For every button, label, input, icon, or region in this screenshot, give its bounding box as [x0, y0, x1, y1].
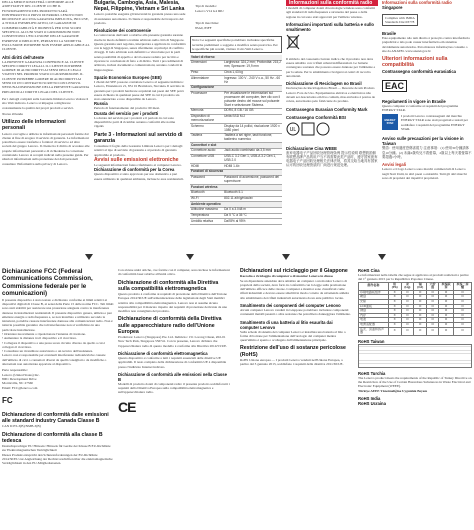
warranty-caps-text: DELLA MERCE RISULTERÀ CONFORME ALLE ASPETTATIVE DEL CLIENTE O CHE IL FUNZIONAMENTO DEL PRODOTTO SARÀ ININTERROTTO O PRIVO DI ERRORI. LENOVO NON RICONOSCE ALCUNA GARANZIA IMPLICITA, INCLUSE, A TITOLO ESEMPLIFICATIVO, LE GARANZIE DI COMMERCIABILITÀ E IDONEITÀ PER UNO SCOPO SPECIFICO. ALCUNI STATI O GIURISDIZIONI NON CONSENTONO L'ESCLUSIONE DELLE GARANZIE ESPRESSE O IMPLICITE, PERTANTO LA SUDDETTA ESCLUSIONE POTREBBE NON ESSERE APPLICABILE AL CLIENTE. [2, 0, 91, 52]
rohs-cell: X [388, 313, 401, 318]
body-text: Produttore: Lenovo (Singapore) Pte. Ltd. Indirizzo: 151 Lorong Chuan, #02-01 New Tech Park, Singapore 556741. Con la presente, Lenovo dichiara che l'apparecchiatura radio di questo modello è conforme alla Direttiva 2014/53/UE. [118, 335, 228, 348]
type-value: 83A0, 83FF [195, 25, 212, 30]
eac-mark-icon [382, 76, 472, 94]
bottom-column-2 [118, 268, 230, 530]
body-text: Sulla scheda di sistema del computer Lenovo è installata una batteria al litio a forma di bottone per l'alimentazione dell'orologio del computer mentre quest'ultimo è spento o scollegato dall'alimentazione principale. [240, 329, 347, 343]
rohs-cell: O [439, 299, 454, 304]
fold-arrow-icon [85, 254, 93, 260]
rohs-cell: O [401, 318, 414, 323]
spec-section-label: Configurazione [190, 85, 282, 91]
note-text: Nota: Le seguenti specifiche potrebbero includere specifiche tecniche preliminari o soggette a modifica senza preavviso. Per le specifiche più recenti, visitare il sito Web Lenovo. [192, 38, 279, 51]
rohs-cell: O [401, 304, 414, 309]
rohs-cell: O [401, 290, 414, 295]
rohs-cell: O [401, 313, 414, 318]
section-heading: Dichiarazione di conformità elettromagnetica [118, 350, 208, 356]
section-heading: RoHS Taiwan [358, 338, 385, 344]
body-text: I modelli di computer dotati di tecnologie wireless sono conformi agli standard di radiofrequenza e sicurezza del paese o della regione in cui sono stati approvati per l'utilizzo wireless. [286, 6, 376, 19]
top-column-5 [382, 0, 472, 258]
body-text: Lenovo non è responsabile per eventuali interferenze radiotelevisive causate dall'utilizzo di cavi o connettori diversi da quelli consigliati o da modifiche o alterazioni non autorizzate apportate al dispositivo. [2, 353, 108, 367]
spec-label: Temperatura [190, 213, 223, 219]
rohs-cell: X [388, 299, 401, 304]
top-column-1 [2, 0, 90, 258]
spec-row [190, 154, 282, 164]
rohs-cell: O [414, 313, 427, 318]
body-text: Declarações de Reciclagem no Brasil — Descarte de um Produto Lenovo Fora de Uso. Equipamentos elétricos e eletrônicos não devem ser descartados em lixo comum, mas enviados à pontos de coleta, autorizados pelo fabricante do produto. [286, 86, 376, 104]
rohs-cell: O [427, 327, 439, 335]
type-label: Tipi di macchina: [195, 21, 219, 26]
section-banner: Informazioni sulla conformità radio [286, 0, 378, 6]
section-heading-red: Ulteriori informazioni sulla compatibilità [382, 56, 448, 69]
rohs-header-cell: 六价铬 [427, 282, 439, 290]
top-column-3 [190, 0, 282, 258]
rohs-cell: 光驱 [359, 299, 389, 304]
rohs-cell: 电源适配器 [359, 322, 389, 327]
section-heading: RoHS Ucraina [358, 400, 386, 406]
rohs-taiwan-table [358, 344, 472, 368]
rohs-cell: O [454, 322, 472, 327]
body-text: Le seguenti informazioni fanno riferimento ai computer Lenovo. [94, 163, 182, 168]
rohs-header-cell: 部件名称 [359, 282, 389, 290]
svg-text:UL: UL [289, 126, 297, 133]
body-text: LA PRESENTE GARANZIA CONFERISCE AL CLIENTE SPECIFICI DIRITTI LEGALI. IL CLIENTE POTREBBE GODERE DI ALTRI DIRITTI AI SENSI DELLE LEGGI VIGENTI NEL PROPRIO STATO O GIURISDIZIONE. IL CLIENTE POTREBBE GODERE DI ALTRI DIRITTI AI SENSI DI UN CONTRATTO SCRITTO CON LENOVO. NESSUNA DISPOSIZIONE DELLA PRESENTE GARANZIA PREGIUDICA I DIRITTI LEGALI DEL CLIENTE. [2, 59, 90, 94]
body-text: Raccolta e riciclaggio di computer o di monitor Lenovo in disuso [240, 274, 334, 279]
body-text: Questo computer è conforme ai requisiti del programma ENERGY STAR. [382, 103, 460, 112]
section-heading: Informazioni importanti sulla batteria e sullo smaltimento [286, 21, 374, 32]
rohs-cell: 硬盘 [359, 295, 389, 300]
spec-section-label: Funzioni di sicurezza [190, 170, 282, 176]
body-text: Deutschsprachiger EU Hinweis: Hinweis für Geräte der Klasse B EU-Richtlinie zur Elektromagnetischen Verträglichkeit [2, 443, 112, 453]
section-heading: RoHS Turchia [358, 370, 386, 376]
spec-label: Wi-Fi [190, 196, 223, 202]
spec-value: Da 5 °C a 35 °C [223, 213, 282, 219]
rohs-cell: O [401, 327, 414, 335]
body-text: Lenovo potrebbe eseguire gli interventi in garanzia presso una sede di assistenza autorizzata. Il cliente è responsabile del trasporto del prodotto. [94, 12, 187, 25]
rohs-cell: 内存 [359, 313, 389, 318]
eac-mark: EAC [382, 80, 407, 92]
rohs-cell: O [427, 318, 439, 323]
rohs-cell: O [439, 327, 454, 335]
body-text: Le informazioni nella tabella che segue si applicano ai prodotti realizzati a partire dal 1° gennaio 2015 per la Repubblica Popolare Cinese. [358, 273, 470, 282]
body-text: Questo dispositivo è conforme a tutti i requisiti essenziali delle direttive UE applicabili. Il testo completo della dichiarazione di conformità UE è disponibile presso l'indirizzo Internet indicato. [118, 355, 228, 369]
spec-value: Da 0 a 3.048 m [223, 208, 282, 214]
body-text: La durata del servizio per i prodotti e il periodo in cui sono disponibili le parti di ricambio saranno conformi alle norme vigenti. [94, 115, 177, 129]
spec-value: Unità SSD M.2 [223, 114, 282, 124]
section-heading: Contrassegno Eurasian Conformity Mark [286, 106, 368, 112]
body-text: Este equipamento não tem direito à proteção contra interferência prejudicial e não pode causar interferência em sistemas devidamente autorizados. Para maiores informações consulte o site da ANATEL www.anatel.gov.br [382, 36, 471, 53]
section-heading: Altri diritti dell'utente [2, 54, 44, 60]
body-text: The Lenovo product meets the requirements of the Republic of Turkey Directive on the Restriction of the Use of Certain Hazardous Substances in Waste Electrical and Electronic Equipment (WEEE). [358, 375, 473, 389]
rohs-cell: O [454, 318, 472, 323]
model-line [190, 0, 282, 17]
spec-label: Bluetooth [190, 191, 223, 197]
spec-value: Ingresso: 100 V - 240 V c.a., 50 Hz - 60 Hz [224, 75, 281, 84]
certification-icons [286, 122, 378, 141]
body-text: Il presente dispositivo è stato testato e dichiarato conforme ai limiti relativi ai dispositivi digitali di Classe B, ai sensi della Parte 15 delle norme FCC. Tali limiti sono stati stabiliti per assicurare una protezione adeguata contro le interferenze dannose in installazioni residenziali. Il presente dispositivo genera, utilizza e può emettere energia a radiofrequenza e, se non installato e utilizzato secondo le istruzioni, potrebbe causare interferenze dannose alle comunicazioni radio. Non è tuttavia possibile garantire che tali interferenze non si verifichino in una particolare installazione. [2, 297, 115, 332]
section-heading: Dichiarazione FCC (Federal Communications Commission, Commissione federale per le comunicazioni) [2, 268, 93, 298]
rohs-cell: O [439, 304, 454, 309]
model-label: Tipi di modello: [195, 4, 218, 9]
spec-value: Larghezza: 324,2 mm; Profondità: 215,2 mm; Spessore: 19,9 mm [224, 60, 281, 69]
spec-label: Password [190, 175, 223, 185]
bottom-column-3 [240, 268, 352, 530]
rohs-cell: 电池 [359, 318, 389, 323]
rohs-cell: O [439, 295, 454, 300]
rohs-cell: O [454, 299, 472, 304]
rohs-cell: O [401, 299, 414, 304]
spec-label: Memoria [190, 108, 223, 114]
spec-value: Display da 14 pollici, risoluzione 1920 x 1080 pixel [223, 124, 282, 134]
section-heading: Dichiarazione Cina WEEE [286, 145, 337, 151]
section-heading: Dichiarazioni sul riciclaggio per il Giappone [240, 268, 348, 274]
spec-row [190, 76, 282, 86]
spec-value: Circa 1,43 kg [223, 70, 282, 76]
rohs-china-table [358, 282, 472, 336]
body-text: I prodotti Lenovo contrassegnati dal marchio ENERGY STAR sono stati progettati e testati per soddisfare i requisiti del programma ENERGY STAR. [401, 114, 469, 132]
note-box [190, 36, 282, 53]
section-heading: Dichiarazione di conformità alle emissioni nella Classe B [118, 371, 227, 382]
spec-value: Password di accensione, password del supervisore [223, 175, 282, 185]
spec-row [190, 133, 282, 143]
body-text: Se un dipendente aziendale deve smaltire un computer o un monitor Lenovo di proprietà della società, deve farlo in conformità con la legge sulla promozione dell'utilizzo efficace delle risorse. Computer e monitor sono classificati come rifiuti industriali e devono essere smaltiti in modo corretto da un'azienda addetta allo smaltimento dei rifiuti industriali autorizzata da un ente pubblico locale. [240, 278, 350, 300]
body-text: Questo dispositivo è stato approvato per uso domestico e può essere utilizzato in qualsiasi ambiente, incluse le aree residenziali. [94, 172, 184, 181]
rohs-cell: O [439, 318, 454, 323]
body-text: Per i dettagli completi sulla Garanzia limitata Lenovo visitare il sito Web indicato. Lenovo si impegna a migliorare costantemente la qualità dei propri prodotti e servizi. [2, 96, 90, 110]
spec-value: Dall'8% al 95% [223, 219, 282, 225]
rohs-cell: LCD面板 [359, 304, 389, 309]
ce-mark-icon [118, 399, 230, 417]
section-heading: Regolamenti in vigore in Brasile [382, 98, 446, 104]
spec-label: Connettore audio [190, 149, 223, 155]
rohs-cell: O [454, 304, 472, 309]
rohs-cell: O [439, 309, 454, 314]
rohs-cell: O [414, 299, 427, 304]
section-heading: Spazio Economico Europeo (SEE) [94, 74, 162, 80]
rohs-cell: O [401, 322, 414, 327]
top-column-2 [94, 0, 186, 258]
responsible-party-address: Parte responsabile: Lenovo (United States) Inc. 8001 Development Drive Morrisville, NC 27560 Email: FCC@lenovo.com [2, 368, 40, 390]
section-heading: RoHS India [358, 395, 381, 401]
spec-row [190, 91, 282, 108]
fold-arrow-icon [378, 254, 386, 260]
body-text: Le controversie derivanti o relative alla presente garanzia saranno risolte in modo definitivo tramite arbitrato nella città di Singapore. Questa garanzia sarà regolata, interpretata e applicata in conformità con le leggi di Singapore, senza riferimento ai principi di conflitto di leggi. Il lodo arbitrale sarà definitivo e vincolante per le parti senza possibilità di appello e dovrà essere redatto per iscritto e riportare le conclusioni di fatto e di diritto. Tutti i procedimenti di arbitrato, inclusi documenti e comunicazioni, saranno condotti in lingua inglese. [94, 33, 187, 72]
spec-label: Connettore USB [190, 154, 223, 164]
rohs-cell: X [388, 290, 401, 295]
spec-row [190, 219, 282, 225]
body-text: Il simbolo del cassonetto barrato indica che il prodotto non deve essere smaltito con i rifiuti urbani indifferenziati. Le batterie contengono sostanze che possono essere dannose per l'ambiente e per la salute. Per lo smaltimento rivolgersi ai centri di raccolta autorizzati. [286, 56, 376, 79]
body-text: CAN ICES-3(B)/NMB-3(B) [2, 424, 41, 429]
rohs-cell: O [401, 295, 414, 300]
rohs-cell: X [388, 309, 401, 314]
section-heading: Dichiarazione di Reciclagem no Brasil [286, 81, 362, 87]
spec-value: 802.11 a/b/g/n/ac/ax [223, 196, 282, 202]
imda-box [382, 14, 418, 27]
rohs-cell: O [427, 313, 439, 318]
bottom-column-1 [2, 268, 114, 530]
rohs-cell: O [439, 290, 454, 295]
section-heading: Brasile [382, 31, 396, 36]
spec-label: Processore [190, 91, 223, 108]
rohs-cell: O [454, 295, 472, 300]
body-text: Dieses Produkt entspricht den Schutzanforderungen der EU-Richtlinie 2014/30/EU zur Angleichung der Rechtsvorschriften über die elektromagnetische Verträglichkeit in den EU-Mitgliedsstaaten. [2, 452, 114, 466]
rohs-header-cell: 镉 (Cd) [414, 282, 427, 290]
section-heading: Dichiarazione di conformità per la Corea [94, 167, 175, 173]
spec-section-label: Connettori e slot [190, 143, 282, 149]
spec-row [190, 124, 282, 134]
spec-section-label: Ambiente operativo [190, 202, 282, 208]
section-heading-red: Avvisi sulle emissioni elettroniche [94, 156, 179, 163]
rohs-cell: O [414, 304, 427, 309]
section-heading: Dichiarazione di conformità alla Direttiva sulla compatibilità elettromagnetica [118, 279, 219, 292]
rohs-header-cell: 多溴二苯醚 [454, 282, 472, 290]
rohs-cell: O [427, 290, 439, 295]
spec-label: Dispositivo di memorizzazione [190, 114, 223, 124]
section-heading: Dichiarazione di conformità della Direttiva sulle apparecchiature radio dell'Unione Europea [118, 316, 222, 335]
section-heading: Russia [94, 101, 108, 107]
section-heading: Singapore [382, 5, 403, 10]
spec-value: Bluetooth 5.1 [223, 191, 282, 197]
body-text: 废弃电器电子产品回收处理管理条例 提示性说明 联想鼓励拥有联想品牌产品的用户当不再需要此类产品时，遵守国家废弃电器电子产品回收处理相关法律法规，将其交给当地具有国家认可的回收处理资质的厂商进行规范处理。 [286, 150, 378, 168]
spec-value: HDMI 1.4b [223, 164, 282, 170]
spec-label: Dimensioni [190, 60, 223, 70]
fcc-logo [2, 392, 114, 410]
rohs-cell: O [454, 309, 472, 314]
rohs-cell: O [439, 313, 454, 318]
rohs-cell: O [439, 322, 454, 327]
spec-row [190, 175, 282, 185]
rohs-cell: O [414, 309, 427, 314]
spec-value: DDR4, 8 GB / 16 GB [223, 108, 282, 114]
rohs-cell: X [388, 318, 401, 323]
spec-label: Alimentatore [190, 76, 223, 86]
spec-row [190, 60, 282, 70]
rohs-cell: O [414, 295, 427, 300]
spec-row [190, 114, 282, 124]
fold-arrow-icon [186, 254, 194, 260]
part-heading: Parte 3 - Informazioni sul servizio di garanzia [94, 131, 183, 144]
rohs-cell: X [388, 327, 401, 335]
energy-star-logo [382, 114, 472, 131]
spec-value: Per visualizzare le informazioni sul processore del computer, fare clic con il pulsante destro del mouse sul pulsante Start e selezionare Sistema. [224, 90, 281, 107]
rohs-cell: O [414, 290, 427, 295]
spec-label: HDMI [190, 164, 223, 170]
ce-mark: CE [118, 398, 136, 415]
section-heading: Contrassegno conformità eurasiatica [382, 68, 456, 74]
rohs-cell: O [427, 322, 439, 327]
section-heading: Utilizzo delle informazioni personali [2, 119, 66, 132]
rohs-cell: O [401, 309, 414, 314]
rohs-cell: O [454, 313, 472, 318]
spec-label: Peso [190, 70, 223, 76]
section-heading: RoHS Cina [358, 268, 380, 273]
rohs-cell: 底壳、顶盖和扬声器 [359, 327, 389, 335]
imda-text: Complies with IMDA Standards DA103778 [385, 15, 416, 24]
spec-label: Schermo [190, 124, 223, 134]
body-text: Lenovo e il logo Lenovo sono marchi commerciali di Lenovo negli Stati Uniti, in altri paesi o entrambi. Tutti gli altri marchi sono di proprietà dei rispettivi proprietari. [382, 167, 468, 180]
rohs-cell: O [427, 309, 439, 314]
spec-value: Tastiera a sei righe, tasti funzione, tastierino numerico [223, 133, 282, 143]
body-text: Periodo di funzionamento del prodotto: 60 mesi. [94, 106, 160, 111]
section-heading: Smaltimento dei componenti del computer Lenovo [240, 302, 341, 308]
rohs-cell: X [388, 295, 401, 300]
section-heading: Restrizione dell'uso di sostanze pericolose (RoHS) [240, 345, 346, 358]
spec-table [190, 55, 282, 225]
section-heading-red: Informazioni sulla conformità radio [382, 0, 452, 5]
body-text: 警語：使用過度恐傷害視力 注意事項：(1) 使用30分鐘請休息10分鐘。(2) 未滿2歲幼兒不看螢幕，2歲以上每天看螢幕不要超過1小時。 [382, 146, 472, 159]
body-text: Modelli di prodotto dotati di componenti radio: il presente prodotto soddisfa tutti i requisiti della Direttiva Europea sulla compatibilità elettromagnetica e sull'apparecchiatura radio. [118, 381, 231, 395]
spec-label: Umidità relativa [190, 219, 223, 225]
rohs-cell: O [454, 327, 472, 335]
rohs-cell: O [414, 322, 427, 327]
rohs-cell: O [427, 299, 439, 304]
body-text: Questo prodotto è conforme ai requisiti di protezione della Direttiva dell'Unione Europea 2014/30/UE sull'armonizzazione delle legislazioni degli Stati membri relative alla compatibilità elettromagnetica. Lenovo non si assume alcuna responsabilità per il mancato rispetto dei requisiti di protezione derivante da una modifica non consigliata del prodotto. [118, 292, 228, 314]
page-bottom [0, 268, 474, 530]
weee-bin-icon [286, 34, 378, 55]
rohs-cell: X [388, 304, 401, 309]
rohs-header-cell: 多溴联苯 [439, 282, 454, 290]
section-heading: Dichiarazione di conformità alla classe B tedesca [2, 431, 103, 444]
energy-star-label: ENERGY STAR [384, 119, 396, 126]
body-text: RoHS Unione europea — I prodotti Lenovo venduti nell'Unione Europea, a partire dal 3 gennaio 2013, soddisfano i requisiti della direttiva 2011/65/UE. [240, 357, 344, 367]
section-heading: Contrassegno Conformità BSI [286, 114, 346, 120]
rohs-cell: 键盘 [359, 309, 389, 314]
model-value: Lenovo V14 G4 IRU [195, 8, 224, 13]
section-heading: Smaltimento di una batteria al litio esaurita dai computer Lenovo [240, 319, 333, 330]
body-text: Türkiye AEEE Yönetmeliğine Uygunluk Beyanı [358, 388, 428, 393]
spec-label: Tastiera [190, 133, 223, 143]
body-text: Consultare il foglio della Garanzia Limitata Lenovo per i dettagli relativi al tipo di servizio di garanzia e al periodo di garanzia applicabile al prodotto. [94, 144, 184, 157]
rohs-cell: O [414, 327, 427, 335]
body-text: Con alcune unità ottiche, ove fornite con il computer, sono incluse le informazioni di conformità laser relative all'unità ottica. [118, 268, 231, 277]
rohs-cell: O [414, 318, 427, 323]
section-heading-red: Avvisi legali [382, 162, 407, 168]
page-top [0, 0, 474, 258]
rohs-cell: O [454, 290, 472, 295]
rohs-header-cell: 汞 (Hg) [401, 282, 414, 290]
type-line [190, 17, 282, 34]
body-text: Alcuni computer Lenovo venduti in Giappone potrebbero includere componenti contenenti metalli pesanti o altre sostanze che potrebbero danneggiare l'ambiente. [240, 307, 351, 317]
rohs-cell: 印刷电路板组件 [359, 290, 389, 295]
bottom-column-4 [358, 268, 472, 530]
spec-section-label: Funzioni wireless [190, 185, 282, 191]
section-heading: Dichiarazione di conformità dalle emissioni alle standard industry Canada Classe B [2, 411, 109, 425]
bullet-list: • Orientare nuovamente o riposizionare l'antenna di ricezione. • Aumentare la distanza tra il dispositivo e il ricevitore. • Collegare il dispositivo a una presa su un circuito diverso da quello a cui è collegato il ricevitore. • Consultare un rivenditore autorizzato o un tecnico dell'assistenza. [2, 332, 105, 354]
body-text: I clienti del SEE possono contattare Lenovo al seguente indirizzo: Lenovo, Einsteinova 21, 851 01 Bratislava, Slovakia. Il servizio in garanzia per i prodotti hardware acquistati nei paesi del SEE potrà essere richiesto in qualsiasi paese del SEE in cui il prodotto sia stato annunciato e reso disponibile da Lenovo. [94, 79, 186, 102]
spec-label: Altitudine massima [190, 208, 223, 214]
spec-value: Jack audio combinato da 3,5 mm [223, 149, 282, 155]
rohs-cell: O [427, 295, 439, 300]
fold-arrow-icon [282, 254, 290, 260]
section-heading: Durata del servizio per i prodotti [94, 110, 159, 116]
body-text: Lenovo raccoglie e utilizza le informazioni personali fornite dal cliente al fine di erogare il servizio di garanzia. Le informazioni potrebbero essere trasferite a fornitori di servizi e ad altre società del gruppo Lenovo. Il cliente ha il diritto di accedere alle proprie informazioni personali e di richiederne la correzione contattando Lenovo ai recapiti indicati nella presente guida. Per ulteriori informazioni sulla protezione dei dati personali consultare l'Informativa sulla privacy di Lenovo. [2, 131, 91, 166]
top-column-4 [286, 0, 378, 258]
spec-section-label: Valori di ritorno [190, 55, 282, 60]
rohs-cell: O [427, 304, 439, 309]
region-header: Bulgaria, Cambogia, Asia, Malesia, Nepal, Filippine, Vietnam e Sri Lanka [94, 0, 185, 13]
spec-value: USB-C 3.2 Gen 1, USB-A 3.2 Gen 1, USB 2.0 [223, 154, 282, 164]
rohs-cell: X [388, 322, 401, 327]
rohs-header-cell: 铅 (Pb) [388, 282, 401, 290]
region-label: Nuova Zelanda [2, 111, 23, 116]
section-heading: Risoluzione dei controversie [94, 28, 152, 34]
section-heading: Avviso sulle precauzioni per la visione in Taiwan [382, 136, 464, 147]
rohs-row [359, 327, 472, 335]
svg-text:FC: FC [2, 395, 13, 405]
